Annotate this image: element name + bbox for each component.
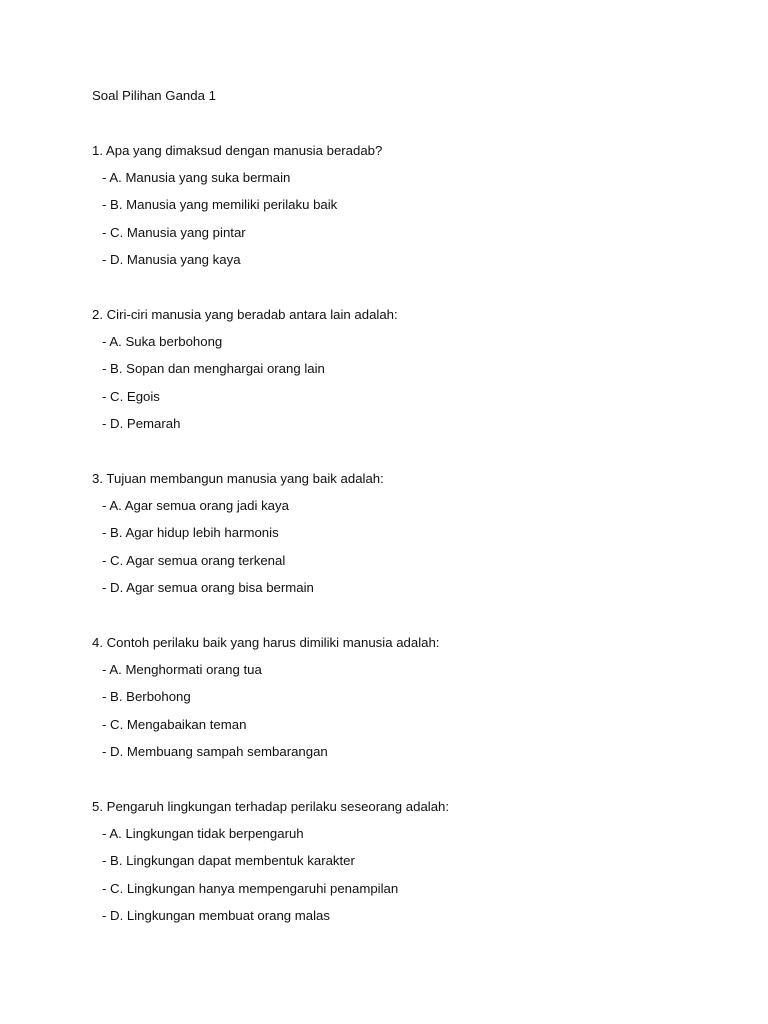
answer-option-b: - B. Agar hidup lebih harmonis [102, 525, 279, 541]
question-block [92, 141, 732, 278]
answer-option-d: - D. Agar semua orang bisa bermain [102, 580, 314, 596]
answer-option-d: - D. Lingkungan membuat orang malas [102, 908, 330, 924]
answer-option-b: - B. Manusia yang memiliki perilaku baik [102, 197, 338, 213]
question-text: 3. Tujuan membangun manusia yang baik adalah: [92, 471, 384, 486]
question-block [92, 797, 732, 934]
answer-option-d: - D. Pemarah [102, 416, 181, 432]
answer-option-c: - C. Lingkungan hanya mempengaruhi penampilan [102, 880, 399, 896]
answer-option-c: - C. Agar semua orang terkenal [102, 552, 286, 568]
answer-option-b: - B. Lingkungan dapat membentuk karakter [102, 853, 355, 869]
question-block [92, 469, 732, 606]
question-text: 2. Ciri-ciri manusia yang beradab antara lain adalah: [92, 307, 398, 322]
answer-option-a: - A. Suka berbohong [102, 334, 223, 349]
question-block [92, 305, 732, 442]
question-text: 5. Pengaruh lingkungan terhadap perilaku seseorang adalah: [92, 799, 450, 814]
answer-option-c: - C. Egois [102, 388, 160, 404]
answer-option-d: - D. Membuang sampah sembarangan [102, 744, 328, 760]
answer-option-b: - B. Sopan dan menghargai orang lain [102, 361, 325, 377]
answer-option-a: - A. Menghormati orang tua [102, 662, 262, 677]
document-title: Soal Pilihan Ganda 1 [92, 88, 216, 103]
answer-option-a: - A. Manusia yang suka bermain [102, 170, 291, 185]
question-text: 4. Contoh perilaku baik yang harus dimiliki manusia adalah: [92, 635, 440, 650]
question-block [92, 633, 732, 770]
answer-option-d: - D. Manusia yang kaya [102, 252, 241, 268]
answer-option-a: - A. Lingkungan tidak berpengaruh [102, 826, 304, 841]
question-text: 1. Apa yang dimaksud dengan manusia beradab? [92, 143, 383, 158]
answer-option-b: - B. Berbohong [102, 689, 191, 705]
answer-option-c: - C. Mengabaikan teman [102, 716, 247, 732]
answer-option-a: - A. Agar semua orang jadi kaya [102, 498, 289, 513]
answer-option-c: - C. Manusia yang pintar [102, 224, 246, 240]
